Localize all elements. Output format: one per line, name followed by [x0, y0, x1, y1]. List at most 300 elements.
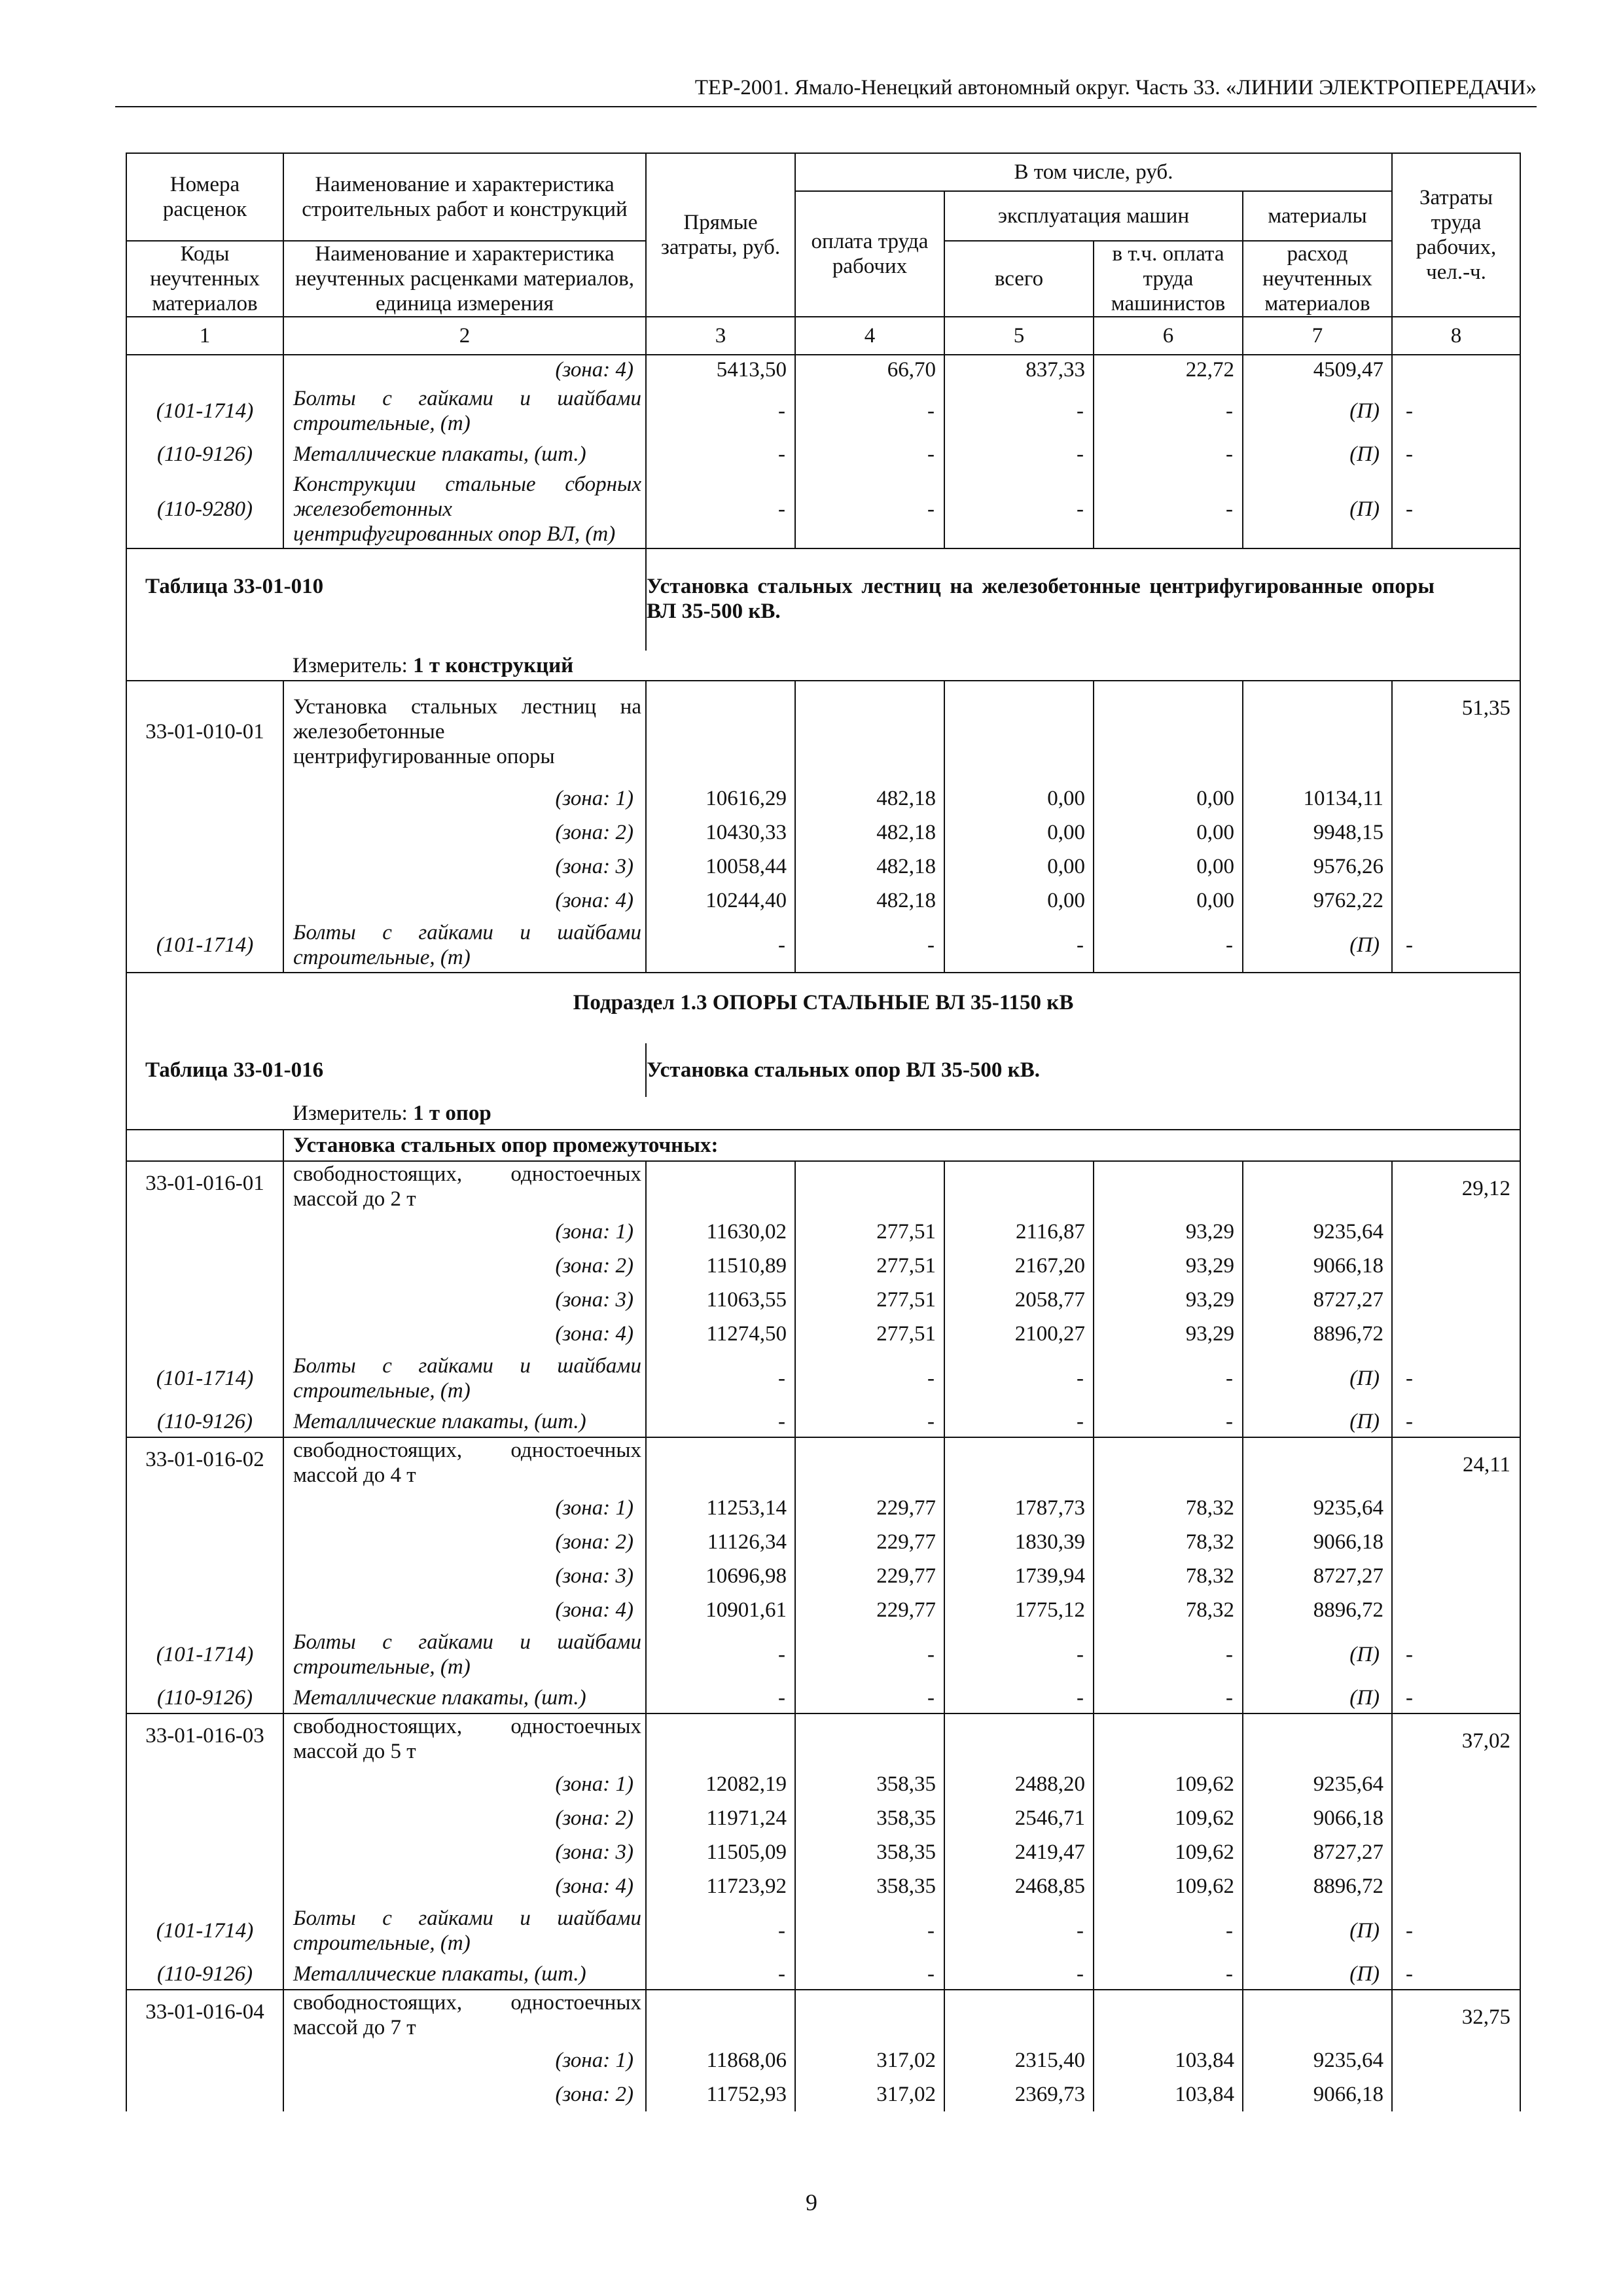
work-name: Установка стальных лестниц на железобетонные центрифугированные опоры	[283, 681, 646, 781]
value-cell: 0,00	[944, 884, 1094, 918]
item-row	[126, 681, 1520, 781]
value-cell: 277,51	[795, 1249, 944, 1283]
value-cell: 2058,77	[944, 1283, 1094, 1317]
col-head-direct: Прямые затраты, руб.	[646, 153, 795, 317]
material-name: Конструкции стальные сборных железобетонных центрифугированных опор ВЛ, (т)	[283, 470, 646, 548]
rates-table	[126, 152, 1521, 2111]
meter-unit: 1 т опор	[413, 1101, 491, 1125]
empty-cell	[1243, 1437, 1392, 1491]
empty-cell	[944, 1437, 1094, 1491]
zone-label: (зона: 4)	[283, 1869, 646, 1903]
dash-cell: -	[944, 439, 1094, 470]
code-cell	[126, 781, 283, 816]
dash-cell: -	[1392, 1627, 1520, 1682]
value-cell: 277,51	[795, 1215, 944, 1249]
empty-cell	[1094, 1437, 1243, 1491]
value-cell: 10058,44	[646, 850, 795, 884]
empty-cell	[795, 1713, 944, 1767]
value-cell: 11971,24	[646, 1801, 795, 1835]
zone-row	[126, 1593, 1520, 1627]
material-code: (110-9126)	[126, 439, 283, 470]
material-row	[126, 1406, 1520, 1437]
col-head-labor: Затраты труда рабочих, чел.-ч.	[1392, 153, 1520, 317]
code-cell	[126, 1767, 283, 1801]
value-cell: 8896,72	[1243, 1869, 1392, 1903]
material-name: Металлические плакаты, (шт.)	[283, 439, 646, 470]
labor-value: 32,75	[1392, 1990, 1520, 2043]
zone-row	[126, 1869, 1520, 1903]
empty-cell	[944, 1161, 1094, 1215]
value-cell: 277,51	[795, 1283, 944, 1317]
value-cell: 0,00	[1094, 884, 1243, 918]
dash-cell: -	[795, 1958, 944, 1990]
empty-cell	[1094, 1161, 1243, 1215]
value-cell: 0,00	[1094, 816, 1243, 850]
material-row	[126, 1958, 1520, 1990]
meter-prefix: Измеритель:	[293, 653, 408, 677]
dash-cell: -	[646, 1682, 795, 1713]
value-cell: 0,00	[944, 781, 1094, 816]
col-head-machines: эксплуатация машин	[944, 191, 1243, 241]
zone-row	[126, 1317, 1520, 1351]
value-cell: 0,00	[1094, 781, 1243, 816]
value-cell: 78,32	[1094, 1491, 1243, 1525]
empty-cell	[646, 681, 795, 781]
dash-cell: -	[944, 1627, 1094, 1682]
zone-label: (зона: 1)	[283, 1491, 646, 1525]
zone-row	[126, 1767, 1520, 1801]
value-cell: 482,18	[795, 884, 944, 918]
value-cell: 11752,93	[646, 2077, 795, 2111]
value-cell: 10430,33	[646, 816, 795, 850]
empty-cell	[1243, 1990, 1392, 2043]
value-cell: 482,18	[795, 850, 944, 884]
material-code: (110-9126)	[126, 1958, 283, 1990]
meter	[283, 651, 1520, 681]
dash-cell: -	[1392, 384, 1520, 439]
value-cell: 8727,27	[1243, 1283, 1392, 1317]
dash-cell: -	[795, 1903, 944, 1958]
zone-label: (зона: 4)	[283, 1317, 646, 1351]
dash-cell: -	[1392, 470, 1520, 548]
labor-value: 37,02	[1392, 1713, 1520, 1767]
dash-cell: -	[795, 1627, 944, 1682]
code-cell	[126, 2077, 283, 2111]
col-head-materials: материалы	[1243, 191, 1392, 241]
value-cell: 5413,50	[646, 355, 795, 384]
work-name: свободностоящих, одностоечных массой до 5 т	[283, 1713, 646, 1767]
material-name: Болты с гайками и шайбами строительные, (т)	[283, 918, 646, 973]
value-cell: 78,32	[1094, 1593, 1243, 1627]
empty-cell	[795, 1437, 944, 1491]
dash-cell: -	[944, 1958, 1094, 1990]
labor-cell	[1392, 1525, 1520, 1559]
value-cell: 78,32	[1094, 1525, 1243, 1559]
dash-cell: -	[1094, 384, 1243, 439]
material-code: (110-9126)	[126, 1682, 283, 1713]
value-cell: 9948,15	[1243, 816, 1392, 850]
code-cell	[126, 816, 283, 850]
zone-row	[126, 355, 1520, 384]
col-head-total: всего	[944, 241, 1094, 317]
value-cell: 9066,18	[1243, 1801, 1392, 1835]
dash-cell: -	[795, 470, 944, 548]
col-head-mat-codes: Коды неучтенных материалов	[126, 241, 283, 317]
labor-cell	[1392, 2077, 1520, 2111]
dash-cell: -	[944, 384, 1094, 439]
zone-label: (зона: 2)	[283, 816, 646, 850]
empty-cell	[944, 681, 1094, 781]
labor-cell	[1392, 816, 1520, 850]
col-num: 8	[1392, 317, 1520, 355]
col-num: 5	[944, 317, 1094, 355]
zone-label: (зона: 4)	[283, 355, 646, 384]
material-row	[126, 439, 1520, 470]
material-code: (101-1714)	[126, 384, 283, 439]
zone-row	[126, 1525, 1520, 1559]
meter-row	[126, 651, 1520, 681]
zone-row	[126, 816, 1520, 850]
dash-cell: -	[795, 1406, 944, 1437]
table-header	[126, 548, 1520, 651]
material-row	[126, 1682, 1520, 1713]
code-cell	[126, 1559, 283, 1593]
spacer	[126, 1097, 283, 1130]
material-row	[126, 918, 1520, 973]
table-title: Установка стальных опор ВЛ 35-500 кВ.	[646, 1043, 1520, 1097]
empty-cell	[795, 1990, 944, 2043]
dash-cell: -	[944, 470, 1094, 548]
empty-cell	[646, 1990, 795, 2043]
rate-code: 33-01-010-01	[126, 681, 283, 781]
value-cell: 358,35	[795, 1835, 944, 1869]
dash-cell: -	[1094, 439, 1243, 470]
p-flag: (П)	[1243, 1406, 1392, 1437]
code-cell	[126, 1835, 283, 1869]
zone-row	[126, 1835, 1520, 1869]
value-cell: 0,00	[944, 816, 1094, 850]
labor-cell	[1392, 1283, 1520, 1317]
value-cell: 9066,18	[1243, 2077, 1392, 2111]
material-name: Болты с гайками и шайбами строительные, (т)	[283, 1351, 646, 1406]
zone-row	[126, 1283, 1520, 1317]
zone-label: (зона: 3)	[283, 1559, 646, 1593]
item-row	[126, 1990, 1520, 2043]
value-cell: 11505,09	[646, 1835, 795, 1869]
labor-cell	[1392, 850, 1520, 884]
code-cell	[126, 1491, 283, 1525]
value-cell: 229,77	[795, 1525, 944, 1559]
empty-cell	[1243, 1161, 1392, 1215]
value-cell: 66,70	[795, 355, 944, 384]
dash-cell: -	[1094, 1627, 1243, 1682]
table-header	[126, 1043, 1520, 1097]
col-num: 4	[795, 317, 944, 355]
value-cell: 109,62	[1094, 1767, 1243, 1801]
dash-cell: -	[1094, 1958, 1243, 1990]
running-header: ТЕР-2001. Ямало-Ненецкий автономный округ. Часть 33. «ЛИНИИ ЭЛЕКТРОПЕРЕДАЧИ»	[694, 76, 1537, 99]
zone-label: (зона: 2)	[283, 1249, 646, 1283]
meter-unit: 1 т конструкций	[413, 653, 574, 677]
col-number-row	[126, 317, 1520, 355]
zone-row	[126, 1249, 1520, 1283]
rate-code: 33-01-016-03	[126, 1713, 283, 1767]
work-name: свободностоящих, одностоечных массой до 2 т	[283, 1161, 646, 1215]
spacer	[126, 651, 283, 681]
value-cell: 11630,02	[646, 1215, 795, 1249]
col-head-rates-no: Номера расценок	[126, 153, 283, 241]
value-cell: 9576,26	[1243, 850, 1392, 884]
value-cell: 93,29	[1094, 1317, 1243, 1351]
p-flag: (П)	[1243, 1903, 1392, 1958]
dash-cell: -	[795, 1682, 944, 1713]
labor-cell	[1392, 1317, 1520, 1351]
dash-cell: -	[1392, 1903, 1520, 1958]
material-name: Металлические плакаты, (шт.)	[283, 1682, 646, 1713]
dash-cell: -	[646, 1627, 795, 1682]
empty-cell	[1094, 1990, 1243, 2043]
dash-cell: -	[795, 384, 944, 439]
p-flag: (П)	[1243, 1958, 1392, 1990]
col-head-machinist-wages: в т.ч. оплата труда машинистов	[1094, 241, 1243, 317]
value-cell: 11063,55	[646, 1283, 795, 1317]
dash-cell: -	[795, 439, 944, 470]
meter-prefix: Измеритель:	[293, 1101, 408, 1125]
value-cell: 9235,64	[1243, 1215, 1392, 1249]
zone-label: (зона: 3)	[283, 850, 646, 884]
empty-cell	[944, 1713, 1094, 1767]
col-head-work-name: Наименование и характеристика строительных работ и конструкций	[283, 153, 646, 241]
dash-cell: -	[1094, 1406, 1243, 1437]
value-cell: 10134,11	[1243, 781, 1392, 816]
value-cell: 4509,47	[1243, 355, 1392, 384]
value-cell: 11510,89	[646, 1249, 795, 1283]
item-row	[126, 1713, 1520, 1767]
value-cell: 2100,27	[944, 1317, 1094, 1351]
dash-cell: -	[1392, 1682, 1520, 1713]
value-cell: 2488,20	[944, 1767, 1094, 1801]
p-flag: (П)	[1243, 1351, 1392, 1406]
col-num: 7	[1243, 317, 1392, 355]
code-cell	[126, 1525, 283, 1559]
material-code: (110-9126)	[126, 1406, 283, 1437]
zone-label: (зона: 3)	[283, 1283, 646, 1317]
material-code: (110-9280)	[126, 470, 283, 548]
dash-cell: -	[944, 1351, 1094, 1406]
col-head-mat-consumption: расход неучтенных материалов	[1243, 241, 1392, 317]
labor-cell	[1392, 1249, 1520, 1283]
p-flag: (П)	[1243, 1682, 1392, 1713]
zone-row	[126, 884, 1520, 918]
dash-cell: -	[795, 918, 944, 973]
value-cell: 1830,39	[944, 1525, 1094, 1559]
table-title: Установка стальных лестниц на железобетонные центрифугированные опоры ВЛ 35-500 кВ.	[646, 548, 1520, 651]
value-cell: 2546,71	[944, 1801, 1094, 1835]
zone-row	[126, 1491, 1520, 1525]
dash-cell: -	[1392, 918, 1520, 973]
labor-cell	[1392, 1869, 1520, 1903]
code-cell	[126, 1869, 283, 1903]
dash-cell: -	[1392, 1406, 1520, 1437]
material-row	[126, 1627, 1520, 1682]
meter-row	[126, 1097, 1520, 1130]
value-cell: 9235,64	[1243, 1491, 1392, 1525]
value-cell: 277,51	[795, 1317, 944, 1351]
code-cell	[126, 355, 283, 384]
page-number: 9	[806, 2189, 817, 2215]
empty-cell	[795, 1161, 944, 1215]
zone-row	[126, 1801, 1520, 1835]
value-cell: 2468,85	[944, 1869, 1094, 1903]
material-name: Металлические плакаты, (шт.)	[283, 1958, 646, 1990]
empty-cell	[944, 1990, 1094, 2043]
labor-cell	[1392, 781, 1520, 816]
value-cell: 11126,34	[646, 1525, 795, 1559]
value-cell: 109,62	[1094, 1835, 1243, 1869]
code-cell	[126, 2043, 283, 2077]
dash-cell: -	[646, 1903, 795, 1958]
zone-row	[126, 2077, 1520, 2111]
code-cell	[126, 1249, 283, 1283]
p-flag: (П)	[1243, 439, 1392, 470]
code-cell	[126, 1801, 283, 1835]
value-cell: 9235,64	[1243, 1767, 1392, 1801]
labor-cell	[1392, 1559, 1520, 1593]
value-cell: 9066,18	[1243, 1525, 1392, 1559]
header-rule	[115, 106, 1537, 107]
dash-cell: -	[646, 439, 795, 470]
zone-row	[126, 781, 1520, 816]
col-num: 1	[126, 317, 283, 355]
value-cell: 1787,73	[944, 1491, 1094, 1525]
dash-cell: -	[646, 1406, 795, 1437]
value-cell: 482,18	[795, 781, 944, 816]
p-flag: (П)	[1243, 918, 1392, 973]
value-cell: 317,02	[795, 2077, 944, 2111]
labor-cell	[1392, 2043, 1520, 2077]
labor-cell	[1392, 355, 1520, 384]
material-code: (101-1714)	[126, 1351, 283, 1406]
code-cell	[126, 1215, 283, 1249]
dash-cell: -	[646, 470, 795, 548]
code-cell	[126, 1317, 283, 1351]
material-row	[126, 1351, 1520, 1406]
value-cell: 358,35	[795, 1869, 944, 1903]
labor-value: 24,11	[1392, 1437, 1520, 1491]
rate-code: 33-01-016-01	[126, 1161, 283, 1215]
zone-row	[126, 1215, 1520, 1249]
zone-label: (зона: 4)	[283, 884, 646, 918]
item-row	[126, 1161, 1520, 1215]
material-name: Болты с гайками и шайбами строительные, (т)	[283, 384, 646, 439]
col-num: 2	[283, 317, 646, 355]
value-cell: 93,29	[1094, 1249, 1243, 1283]
zone-label: (зона: 2)	[283, 1525, 646, 1559]
zone-label: (зона: 2)	[283, 1801, 646, 1835]
material-row	[126, 470, 1520, 548]
labor-cell	[1392, 1491, 1520, 1525]
value-cell: 109,62	[1094, 1869, 1243, 1903]
col-head-incl: В том числе, руб.	[795, 153, 1392, 191]
code-cell	[126, 1283, 283, 1317]
group-title: Установка стальных опор промежуточных:	[283, 1130, 1520, 1161]
value-cell: 8727,27	[1243, 1835, 1392, 1869]
material-name: Болты с гайками и шайбами строительные, (т)	[283, 1627, 646, 1682]
dash-cell: -	[944, 1903, 1094, 1958]
value-cell: 109,62	[1094, 1801, 1243, 1835]
empty-cell	[646, 1713, 795, 1767]
dash-cell: -	[1094, 1351, 1243, 1406]
zone-row	[126, 1559, 1520, 1593]
material-code: (101-1714)	[126, 1627, 283, 1682]
table-caption: Таблица 33-01-016	[126, 1043, 646, 1097]
empty-cell	[1243, 681, 1392, 781]
value-cell: 11253,14	[646, 1491, 795, 1525]
dash-cell: -	[646, 384, 795, 439]
value-cell: 93,29	[1094, 1283, 1243, 1317]
zone-label: (зона: 4)	[283, 1593, 646, 1627]
value-cell: 93,29	[1094, 1215, 1243, 1249]
col-num: 3	[646, 317, 795, 355]
value-cell: 1775,12	[944, 1593, 1094, 1627]
zone-label: (зона: 1)	[283, 781, 646, 816]
value-cell: 229,77	[795, 1593, 944, 1627]
material-row	[126, 1903, 1520, 1958]
dash-cell: -	[1392, 1958, 1520, 1990]
value-cell: 9066,18	[1243, 1249, 1392, 1283]
dash-cell: -	[944, 1682, 1094, 1713]
zone-label: (зона: 1)	[283, 1767, 646, 1801]
dash-cell: -	[1392, 439, 1520, 470]
value-cell: 229,77	[795, 1559, 944, 1593]
labor-cell	[1392, 1835, 1520, 1869]
material-name: Болты с гайками и шайбами строительные, (т)	[283, 1903, 646, 1958]
value-cell: 9235,64	[1243, 2043, 1392, 2077]
dash-cell: -	[1094, 1903, 1243, 1958]
code-cell	[126, 850, 283, 884]
zone-label: (зона: 3)	[283, 1835, 646, 1869]
item-row	[126, 1437, 1520, 1491]
value-cell: 11274,50	[646, 1317, 795, 1351]
dash-cell: -	[646, 918, 795, 973]
subsection-row	[126, 973, 1520, 1043]
subsection-title: Подраздел 1.3 ОПОРЫ СТАЛЬНЫЕ ВЛ 35-1150 кВ	[126, 973, 1520, 1043]
dash-cell: -	[646, 1958, 795, 1990]
empty-cell	[646, 1437, 795, 1491]
work-name: свободностоящих, одностоечных массой до 7 т	[283, 1990, 646, 2043]
value-cell: 1739,94	[944, 1559, 1094, 1593]
value-cell: 482,18	[795, 816, 944, 850]
value-cell: 2369,73	[944, 2077, 1094, 2111]
dash-cell: -	[944, 918, 1094, 973]
value-cell: 12082,19	[646, 1767, 795, 1801]
zone-row	[126, 2043, 1520, 2077]
rate-code: 33-01-016-02	[126, 1437, 283, 1491]
value-cell: 837,33	[944, 355, 1094, 384]
zone-label: (зона: 1)	[283, 1215, 646, 1249]
table-caption: Таблица 33-01-010	[126, 548, 646, 651]
value-cell: 2116,87	[944, 1215, 1094, 1249]
value-cell: 8896,72	[1243, 1593, 1392, 1627]
value-cell: 78,32	[1094, 1559, 1243, 1593]
value-cell: 2419,47	[944, 1835, 1094, 1869]
labor-cell	[1392, 1593, 1520, 1627]
dash-cell: -	[1094, 1682, 1243, 1713]
value-cell: 10616,29	[646, 781, 795, 816]
value-cell: 2315,40	[944, 2043, 1094, 2077]
value-cell: 11723,92	[646, 1869, 795, 1903]
dash-cell: -	[944, 1406, 1094, 1437]
